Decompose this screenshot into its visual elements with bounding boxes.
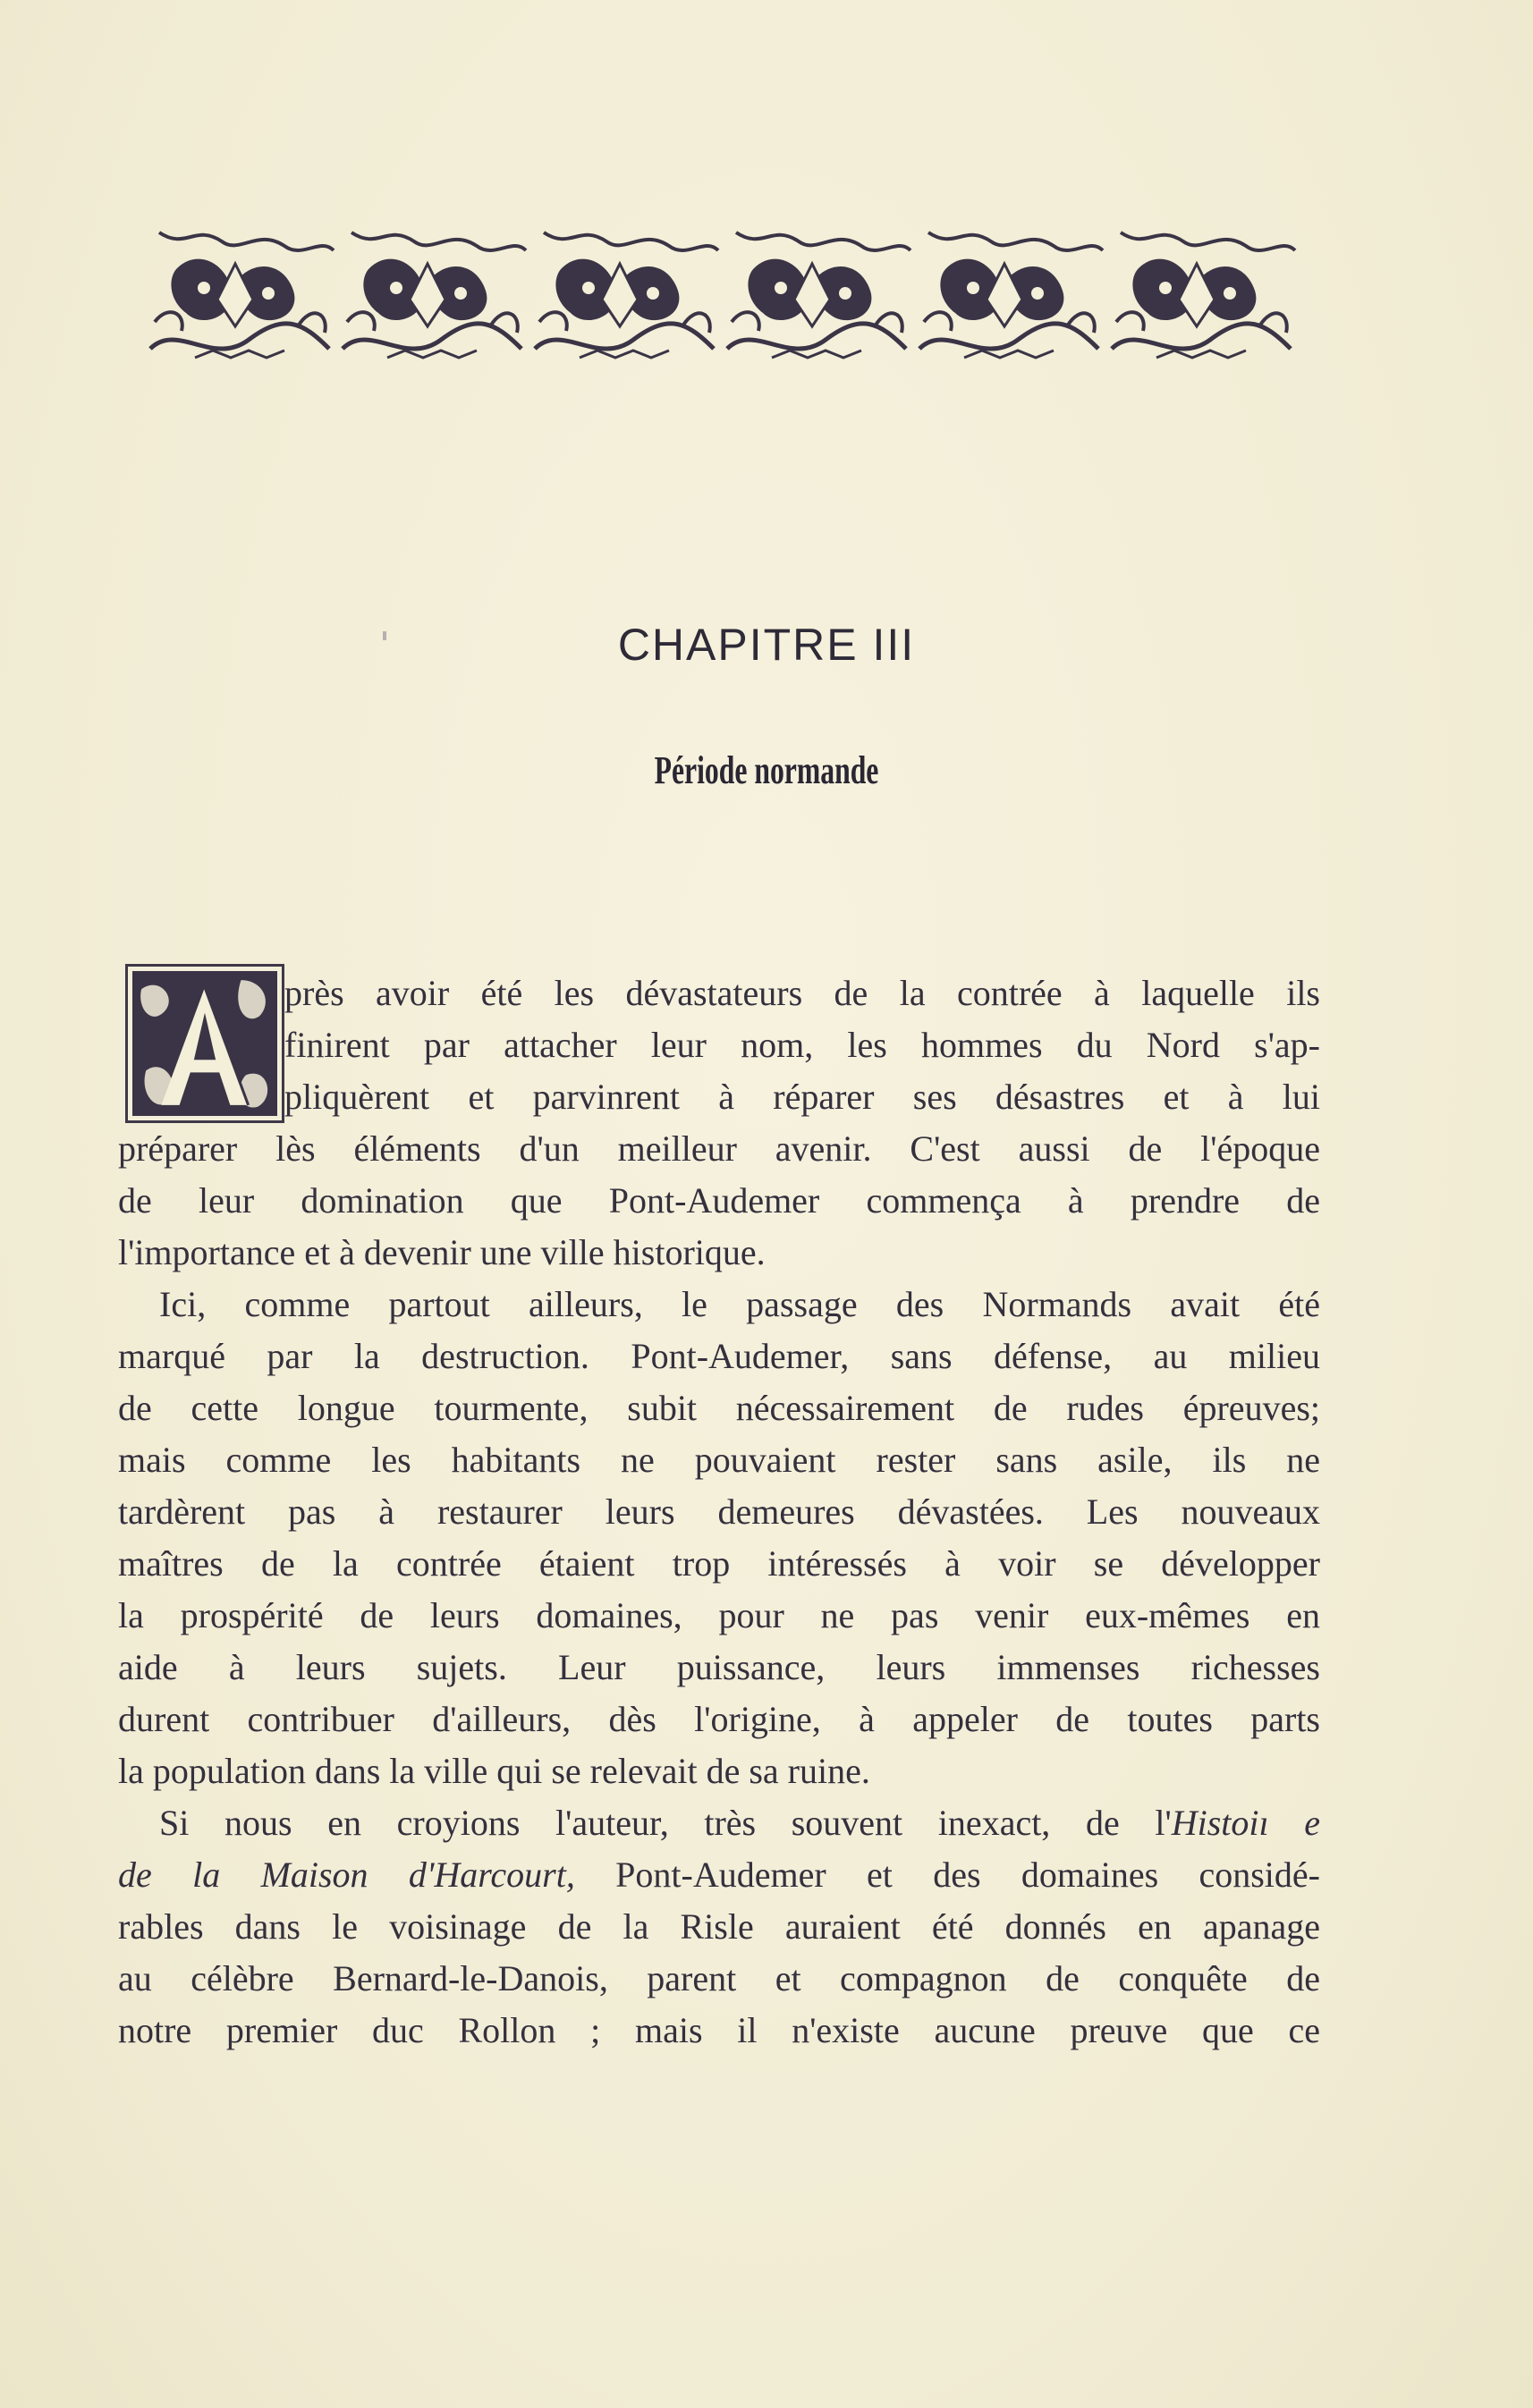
text-line: rables dans le voisinage de la Risle auraient été donnés en apanage — [118, 1906, 1320, 1947]
floral-headpiece-ornament — [141, 215, 1297, 372]
text-line: notre premier duc Rollon ; mais il n'existe aucune preuve que ce — [118, 2010, 1320, 2050]
dropcap-letter-icon — [132, 971, 277, 1116]
text-line: Ici, comme partout ailleurs, le passage des Normands avait été — [159, 1284, 1320, 1324]
text-line: maîtres de la contrée étaient trop intéressés à voir se développer — [118, 1543, 1320, 1584]
floral-vine-icon — [141, 215, 1297, 372]
text-line: tardèrent pas à restaurer leurs demeures dévastées. Les nouveaux — [118, 1491, 1320, 1532]
text-line: préparer lès éléments d'un meilleur avenir. C'est aussi de l'époque — [118, 1128, 1320, 1169]
text-line: la prospérité de leurs domaines, pour ne pas venir eux-mêmes en — [118, 1595, 1320, 1635]
text-line: l'importance et à devenir une ville historique. — [118, 1232, 766, 1272]
chapter-title: CHAPITRE III — [617, 620, 916, 670]
book-title-italic: Histoiı e — [1171, 1803, 1320, 1843]
text-line — [118, 1797, 1320, 1849]
text-line: durent contribuer d'ailleurs, dès l'origine, à appeler de toutes parts — [118, 1699, 1320, 1739]
text-line: mais comme les habitants ne pouvaient rester sans asile, ils ne — [118, 1440, 1320, 1480]
text-line: marqué par la destruction. Pont-Audemer, sans défense, au milieu — [118, 1336, 1320, 1376]
text-line — [118, 1849, 1320, 1901]
text-run: Pont-Audemer et des domaines considé- — [574, 1855, 1320, 1895]
text-line: pliquèrent et parvinrent à réparer ses désastres et à lui — [284, 1077, 1320, 1117]
decorated-initial-a-icon — [125, 964, 284, 1123]
chapter-subtitle: Période normande — [654, 748, 879, 792]
text-line: près avoir été les dévastateurs de la contrée à laquelle ils — [284, 973, 1320, 1013]
text-line: de cette longue tourmente, subit nécessairement de rudes épreuves; — [118, 1388, 1320, 1428]
text-line: finirent par attacher leur nom, les hommes du Nord s'ap- — [284, 1025, 1320, 1065]
text-line: de leur domination que Pont-Audemer commença à prendre de — [118, 1180, 1320, 1221]
book-title-italic: de la Maison d'Harcourt, — [118, 1855, 575, 1895]
text-line: aide à leurs sujets. Leur puissance, leurs immenses richesses — [118, 1647, 1320, 1687]
text-line: au célèbre Bernard-le-Danois, parent et compagnon de conquête de — [118, 1958, 1320, 1998]
text-run: Si nous en croyions l'auteur, très souvent inexact, de l' — [159, 1803, 1172, 1843]
text-line: la population dans la ville qui se relevait de sa ruine. — [118, 1751, 870, 1791]
